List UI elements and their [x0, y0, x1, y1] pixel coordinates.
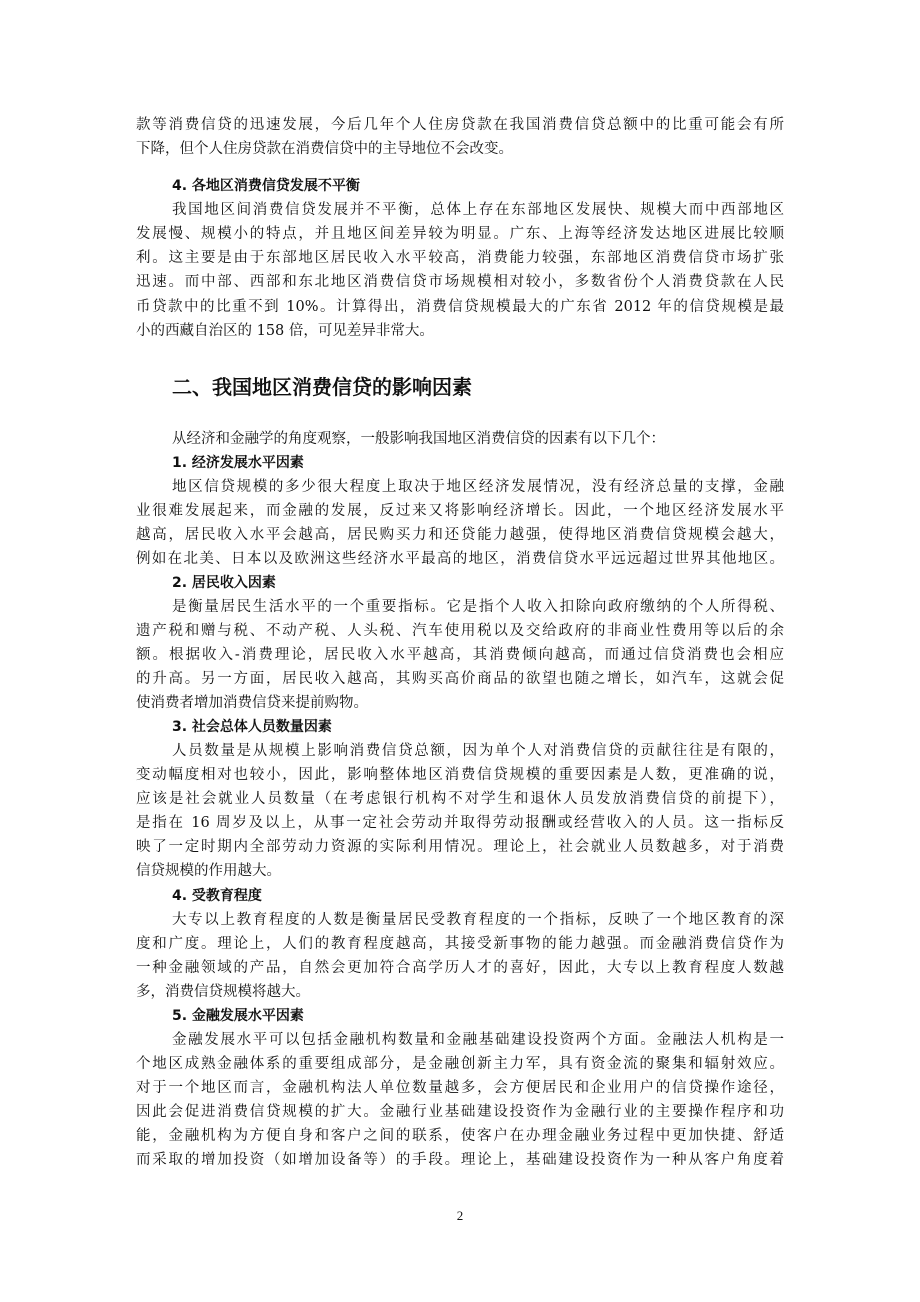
paragraph-line: 业很难发展起来，而金融的发展，反过来又将影响经济增长。因此，一个地区经济发展水平 — [136, 503, 784, 519]
paragraph-line: 是衡量居民生活水平的一个重要指标。它是指个人收入扣除向政府缴纳的个人所得税、 — [172, 599, 784, 615]
paragraph-line: 能，金融机构为方便自身和客户之间的联系，使客户在办理金融业务过程中更加快捷、舒适 — [136, 1128, 784, 1144]
paragraph-line: 人员数量是从规模上影响消费信贷总额，因为单个人对消费信贷的贡献往往是有限的， — [172, 743, 784, 759]
paragraph-line: 使消费者增加消费信贷来提前购物。 — [136, 695, 368, 711]
paragraph-line: 币贷款中的比重不到 10%。计算得出，消费信贷规模最大的广东省 2012 年的信贷规模是最 — [136, 299, 784, 315]
section-heading: 二、我国地区消费信贷的影响因素 — [172, 375, 472, 399]
page-number: 2 — [456, 1208, 464, 1223]
paragraph-line: 的升高。另一方面，居民收入越高，其购买高价商品的欲望也随之增长，如汽车，这就会促 — [136, 671, 784, 687]
subheading-resident-income: 2. 居民收入因素 — [172, 575, 276, 591]
subheading-education: 4. 受教育程度 — [172, 888, 262, 904]
paragraph-line: 应该是社会就业人员数量（在考虑银行机构不对学生和退休人员发放消费信贷的前提下）， — [136, 791, 784, 807]
paragraph-line: 映了一定时期内全部劳动力资源的实际利用情况。理论上，社会就业人员数越多，对于消费 — [136, 839, 784, 855]
paragraph-line: 越高，居民收入水平会越高，居民购买力和还贷能力越强，使得地区消费信贷规模会越大， — [136, 527, 784, 543]
paragraph-line: 小的西藏自治区的 158 倍，可见差异非常大。 — [136, 323, 434, 339]
paragraph-line: 信贷规模的作用越大。 — [136, 863, 281, 879]
paragraph-line: 一种金融领域的产品，自然会更加符合高学历人才的喜好，因此，大专以上教育程度人数越 — [136, 960, 784, 976]
subheading-economic-development: 1. 经济发展水平因素 — [172, 455, 304, 471]
subheading-regional-imbalance: 4. 各地区消费信贷发展不平衡 — [172, 178, 360, 194]
paragraph-line: 例如在北美、日本以及欧洲这些经济水平最高的地区，消费信贷水平远远超过世界其他地区。 — [136, 551, 784, 567]
paragraph-line: 大专以上教育程度的人数是衡量居民受教育程度的一个指标，反映了一个地区教育的深 — [172, 912, 784, 928]
paragraph-line: 因此会促进消费信贷规模的扩大。金融行业基础建设投资作为金融行业的主要操作程序和功 — [136, 1104, 784, 1120]
intro-line: 下降，但个人住房贷款在消费信贷中的主导地位不会改变。 — [136, 141, 513, 157]
paragraph-line: 个地区成熟金融体系的重要组成部分，是金融创新主力军，具有资金流的聚集和辐射效应。 — [136, 1056, 784, 1072]
paragraph-line: 金融发展水平可以包括金融机构数量和金融基础建设投资两个方面。金融法人机构是一 — [172, 1032, 784, 1048]
paragraph-line: 度和广度。理论上，人们的教育程度越高，其接受新事物的能力越强。而金融消费信贷作为 — [136, 936, 784, 952]
paragraph-line: 遗产税和赠与税、不动产税、人头税、汽车使用税以及交给政府的非商业性费用等以后的余 — [136, 623, 784, 639]
paragraph-line: 地区信贷规模的多少很大程度上取决于地区经济发展情况，没有经济总量的支撑，金融 — [172, 479, 784, 495]
section-intro: 从经济和金融学的角度观察，一般影响我国地区消费信贷的因素有以下几个： — [172, 431, 665, 447]
paragraph-line: 多，消费信贷规模将越大。 — [136, 984, 310, 1000]
intro-line: 款等消费信贷的迅速发展，今后几年个人住房贷款在我国消费信贷总额中的比重可能会有所 — [136, 117, 784, 133]
paragraph-line: 利。这主要是由于东部地区居民收入水平较高，消费能力较强，东部地区消费信贷市场扩张 — [136, 250, 784, 266]
paragraph-line: 对于一个地区而言，金融机构法人单位数量越多，会方便居民和企业用户的信贷操作途径， — [136, 1080, 784, 1096]
paragraph-line: 变动幅度相对也较小，因此，影响整体地区消费信贷规模的重要因素是人数，更准确的说， — [136, 767, 784, 783]
subheading-financial-development: 5. 金融发展水平因素 — [172, 1008, 304, 1024]
paragraph-line: 我国地区间消费信贷发展并不平衡，总体上存在东部地区发展快、规模大而中西部地区 — [172, 202, 784, 218]
paragraph-line: 发展慢、规模小的特点，并且地区间差异较为明显。广东、上海等经济发达地区进展比较顺 — [136, 226, 784, 242]
paragraph-line: 额。根据收入-消费理论，居民收入水平越高，其消费倾向越高，而通过信贷消费也会相应 — [136, 647, 784, 663]
paragraph-line: 迅速。而中部、西部和东北地区消费信贷市场规模相对较小，多数省份个人消费贷款在人民 — [136, 274, 784, 290]
subheading-population: 3. 社会总体人员数量因素 — [172, 719, 332, 735]
paragraph-line: 是指在 16 周岁及以上，从事一定社会劳动并取得劳动报酬或经营收入的人员。这一指标反 — [136, 815, 784, 831]
paragraph-line: 而采取的增加投资（如增加设备等）的手段。理论上，基础建设投资作为一种从客户角度着 — [136, 1152, 784, 1168]
